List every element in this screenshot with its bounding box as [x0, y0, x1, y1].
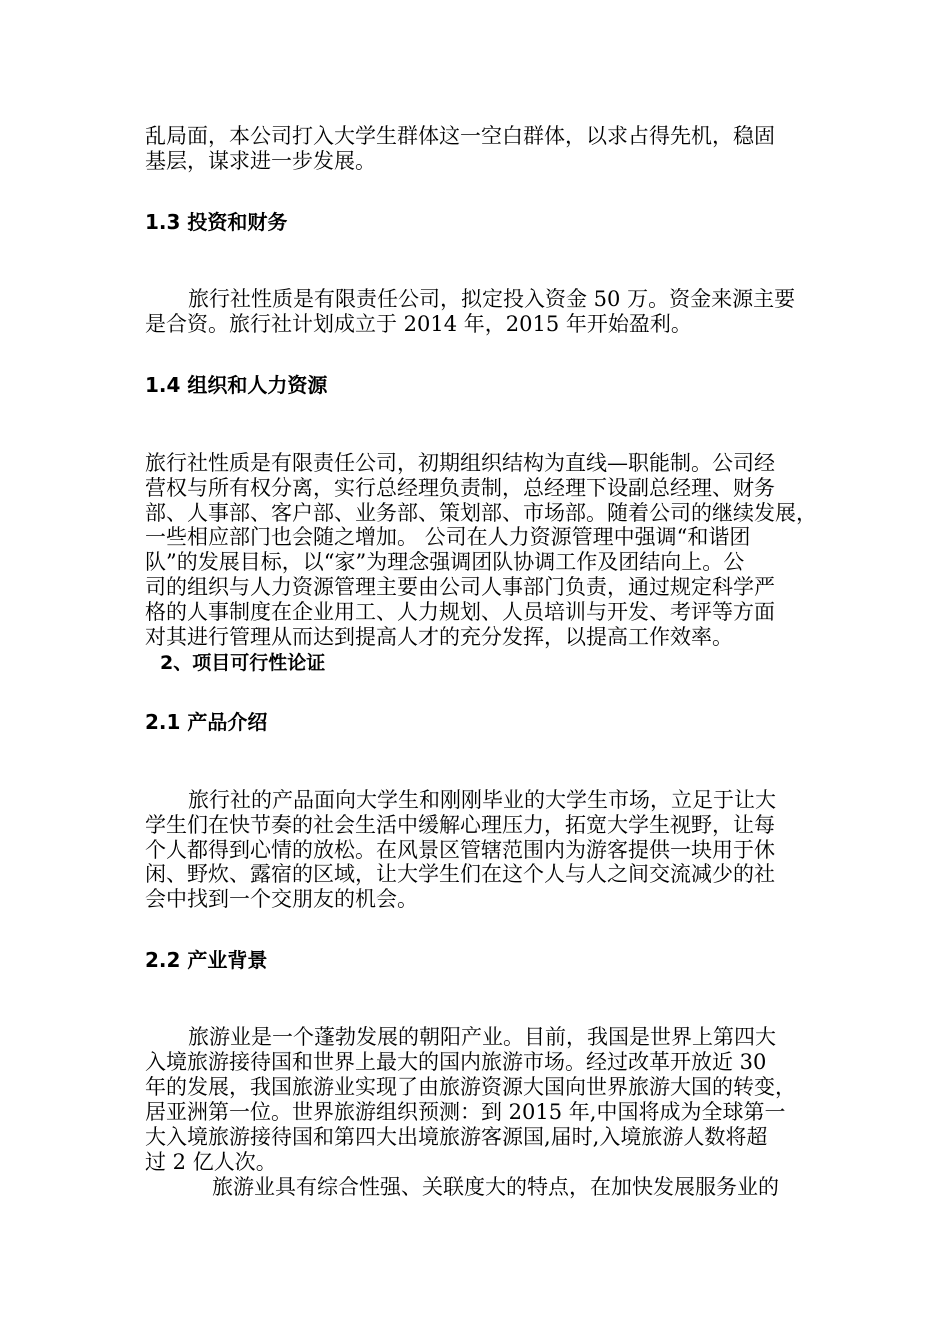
section-2-1-line-1: 旅行社的产品面向大学生和刚刚毕业的大学生市场，立足于让大	[188, 788, 776, 812]
section-2-2-line-5: 大入境旅游接待国和第四大出境旅游客源国,届时,入境旅游人数将超	[145, 1125, 768, 1149]
section-1-4-line-3: 部、人事部、客户部、业务部、策划部、市场部。随着公司的继续发展，	[145, 501, 817, 525]
section-2-2-line-3: 年的发展，我国旅游业实现了由旅游资源大国向世界旅游大国的转变，	[145, 1075, 796, 1099]
section-1-3-line-1: 旅行社性质是有限责任公司，拟定投入资金 50 万。资金来源主要	[188, 287, 796, 311]
section-1-4-line-6: 司的组织与人力资源管理主要由公司人事部门负责，通过规定科学严	[145, 575, 775, 599]
section-2-1-line-3: 个人都得到心情的放松。在风景区管辖范围内为游客提供一块用于休	[145, 838, 775, 862]
section-2-2-heading: 2.2 产业背景	[145, 948, 268, 972]
intro-line-2: 基层，谋求进一步发展。	[145, 149, 376, 173]
section-2-2-line-1: 旅游业是一个蓬勃发展的朝阳产业。目前，我国是世界上第四大	[188, 1025, 776, 1049]
section-2-1-line-2: 学生们在快节奏的社会生活中缓解心理压力，拓宽大学生视野，让每	[145, 813, 775, 837]
section-2-2-line-6: 过 2 亿人次。	[145, 1150, 277, 1174]
section-2-1-line-5: 会中找到一个交朋友的机会。	[145, 887, 418, 911]
section-1-3-heading: 1.3 投资和财务	[145, 210, 288, 234]
section-1-4-heading: 1.4 组织和人力资源	[145, 373, 328, 397]
section-1-4-line-2: 营权与所有权分离，实行总经理负责制，总经理下设副总经理、财务	[145, 476, 775, 500]
section-2-2-line-4: 居亚洲第一位。世界旅游组织预测：到 2015 年,中国将成为全球第一	[145, 1100, 786, 1124]
section-2-1-line-4: 闲、野炊、露宿的区域，让大学生们在这个人与人之间交流减少的社	[145, 862, 775, 886]
section-1-4-line-7: 格的人事制度在企业用工、人力规划、人员培训与开发、考评等方面	[145, 600, 775, 624]
section-1-4-line-5: 队”的发展目标，以“家”为理念强调团队协调工作及团结向上。公	[145, 550, 745, 574]
section-2-heading: 2、项目可行性论证	[160, 652, 326, 674]
section-2-2-line-2: 入境旅游接待国和世界上最大的国内旅游市场。经过改革开放近 30	[145, 1050, 767, 1074]
section-2-2-line-7: 旅游业具有综合性强、关联度大的特点，在加快发展服务业的	[212, 1175, 779, 1199]
intro-line-1: 乱局面，本公司打入大学生群体这一空白群体，以求占得先机，稳固	[145, 124, 775, 148]
section-1-4-line-1: 旅行社性质是有限责任公司，初期组织结构为直线—职能制。公司经	[145, 451, 775, 475]
section-1-3-line-2: 是合资。旅行社计划成立于 2014 年，2015 年开始盈利。	[145, 312, 692, 336]
section-1-4-line-4: 一些相应部门也会随之增加。 公司在人力资源管理中强调“和谐团	[145, 525, 751, 549]
section-2-1-heading: 2.1 产品介绍	[145, 710, 268, 734]
section-1-4-line-8: 对其进行管理从而达到提高人才的充分发挥，以提高工作效率。	[145, 625, 733, 649]
